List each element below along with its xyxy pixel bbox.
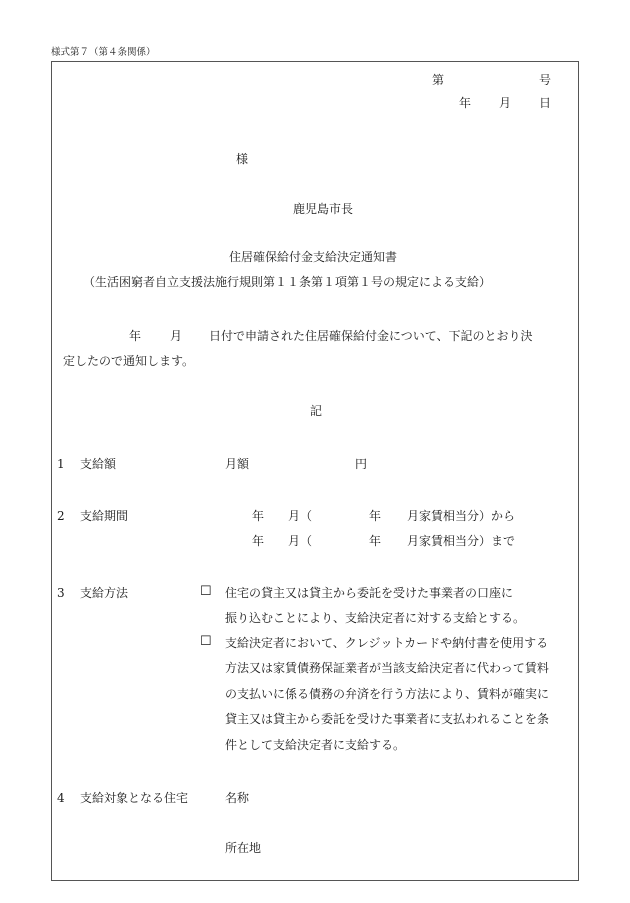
date-day: 日 <box>539 96 552 110</box>
intro-line2: 定したので通知します。 <box>63 354 195 368</box>
period-start-rent-year: 年 <box>369 509 382 523</box>
period-start-year: 年 <box>252 509 265 523</box>
addressee-honorific: 様 <box>236 152 249 166</box>
method-option-2-line: 方法又は家賃債務保証業者が当該支給決定者に代わって賃料 <box>225 661 549 675</box>
ki-heading: 記 <box>310 404 323 418</box>
method-option-1-line: 住宅の貸主又は貸主から委託を受けた事業者の口座に <box>225 586 514 600</box>
housing-name-label: 名称 <box>225 791 250 805</box>
intro-year: 年 <box>129 329 142 343</box>
amount-monthly-label: 月額 <box>225 457 250 471</box>
period-end-month: 月（ <box>288 534 313 548</box>
method-option-2-checkbox[interactable]: ☐ <box>200 634 212 649</box>
item-label-method: 支給方法 <box>80 586 129 600</box>
period-end-rent-year: 年 <box>369 534 382 548</box>
method-option-1-checkbox[interactable]: ☐ <box>200 584 212 599</box>
document-title: 住居確保給付金支給決定通知書 <box>229 250 398 264</box>
period-start-month: 月（ <box>288 509 313 523</box>
item-number-4: 4 <box>57 791 65 805</box>
period-end-tail: 月家賃相当分）まで <box>407 534 516 548</box>
method-option-2-line: の支払いに係る債務の弁済を行う方法により、賃料が確実に <box>225 687 550 701</box>
intro-month: 月 <box>170 329 183 343</box>
item-label-housing: 支給対象となる住宅 <box>80 791 189 805</box>
document-subtitle: （生活困窮者自立支援法施行規則第１１条第１項第１号の規定による支給） <box>83 275 492 289</box>
date-month: 月 <box>499 96 512 110</box>
item-label-amount: 支給額 <box>80 457 117 471</box>
form-label: 様式第７（第４条関係） <box>51 47 156 58</box>
method-option-1-line: 振り込むことにより、支給決定者に対する支給とする。 <box>225 611 526 625</box>
method-option-2-line: 貸主又は貸主から委託を受けた事業者に支払われることを条 <box>225 712 550 726</box>
period-start-tail: 月家賃相当分）から <box>407 509 516 523</box>
document-frame <box>51 61 579 881</box>
number-suffix: 号 <box>539 73 552 87</box>
intro-line1: 日付で申請された住居確保給付金について、下記のとおり決 <box>209 329 533 343</box>
date-year: 年 <box>459 96 472 110</box>
item-label-period: 支給期間 <box>80 509 129 523</box>
item-number-2: 2 <box>57 509 65 523</box>
item-number-1: 1 <box>57 457 65 471</box>
method-option-2-line: 件として支給決定者に支給する。 <box>225 738 406 752</box>
number-prefix: 第 <box>432 73 445 87</box>
housing-address-label: 所在地 <box>225 841 262 855</box>
method-option-2-line: 支給決定者において、クレジットカードや納付書を使用する <box>225 636 549 650</box>
issuer: 鹿児島市長 <box>293 202 354 216</box>
amount-yen-unit: 円 <box>355 457 368 471</box>
item-number-3: 3 <box>57 586 65 600</box>
period-end-year: 年 <box>252 534 265 548</box>
